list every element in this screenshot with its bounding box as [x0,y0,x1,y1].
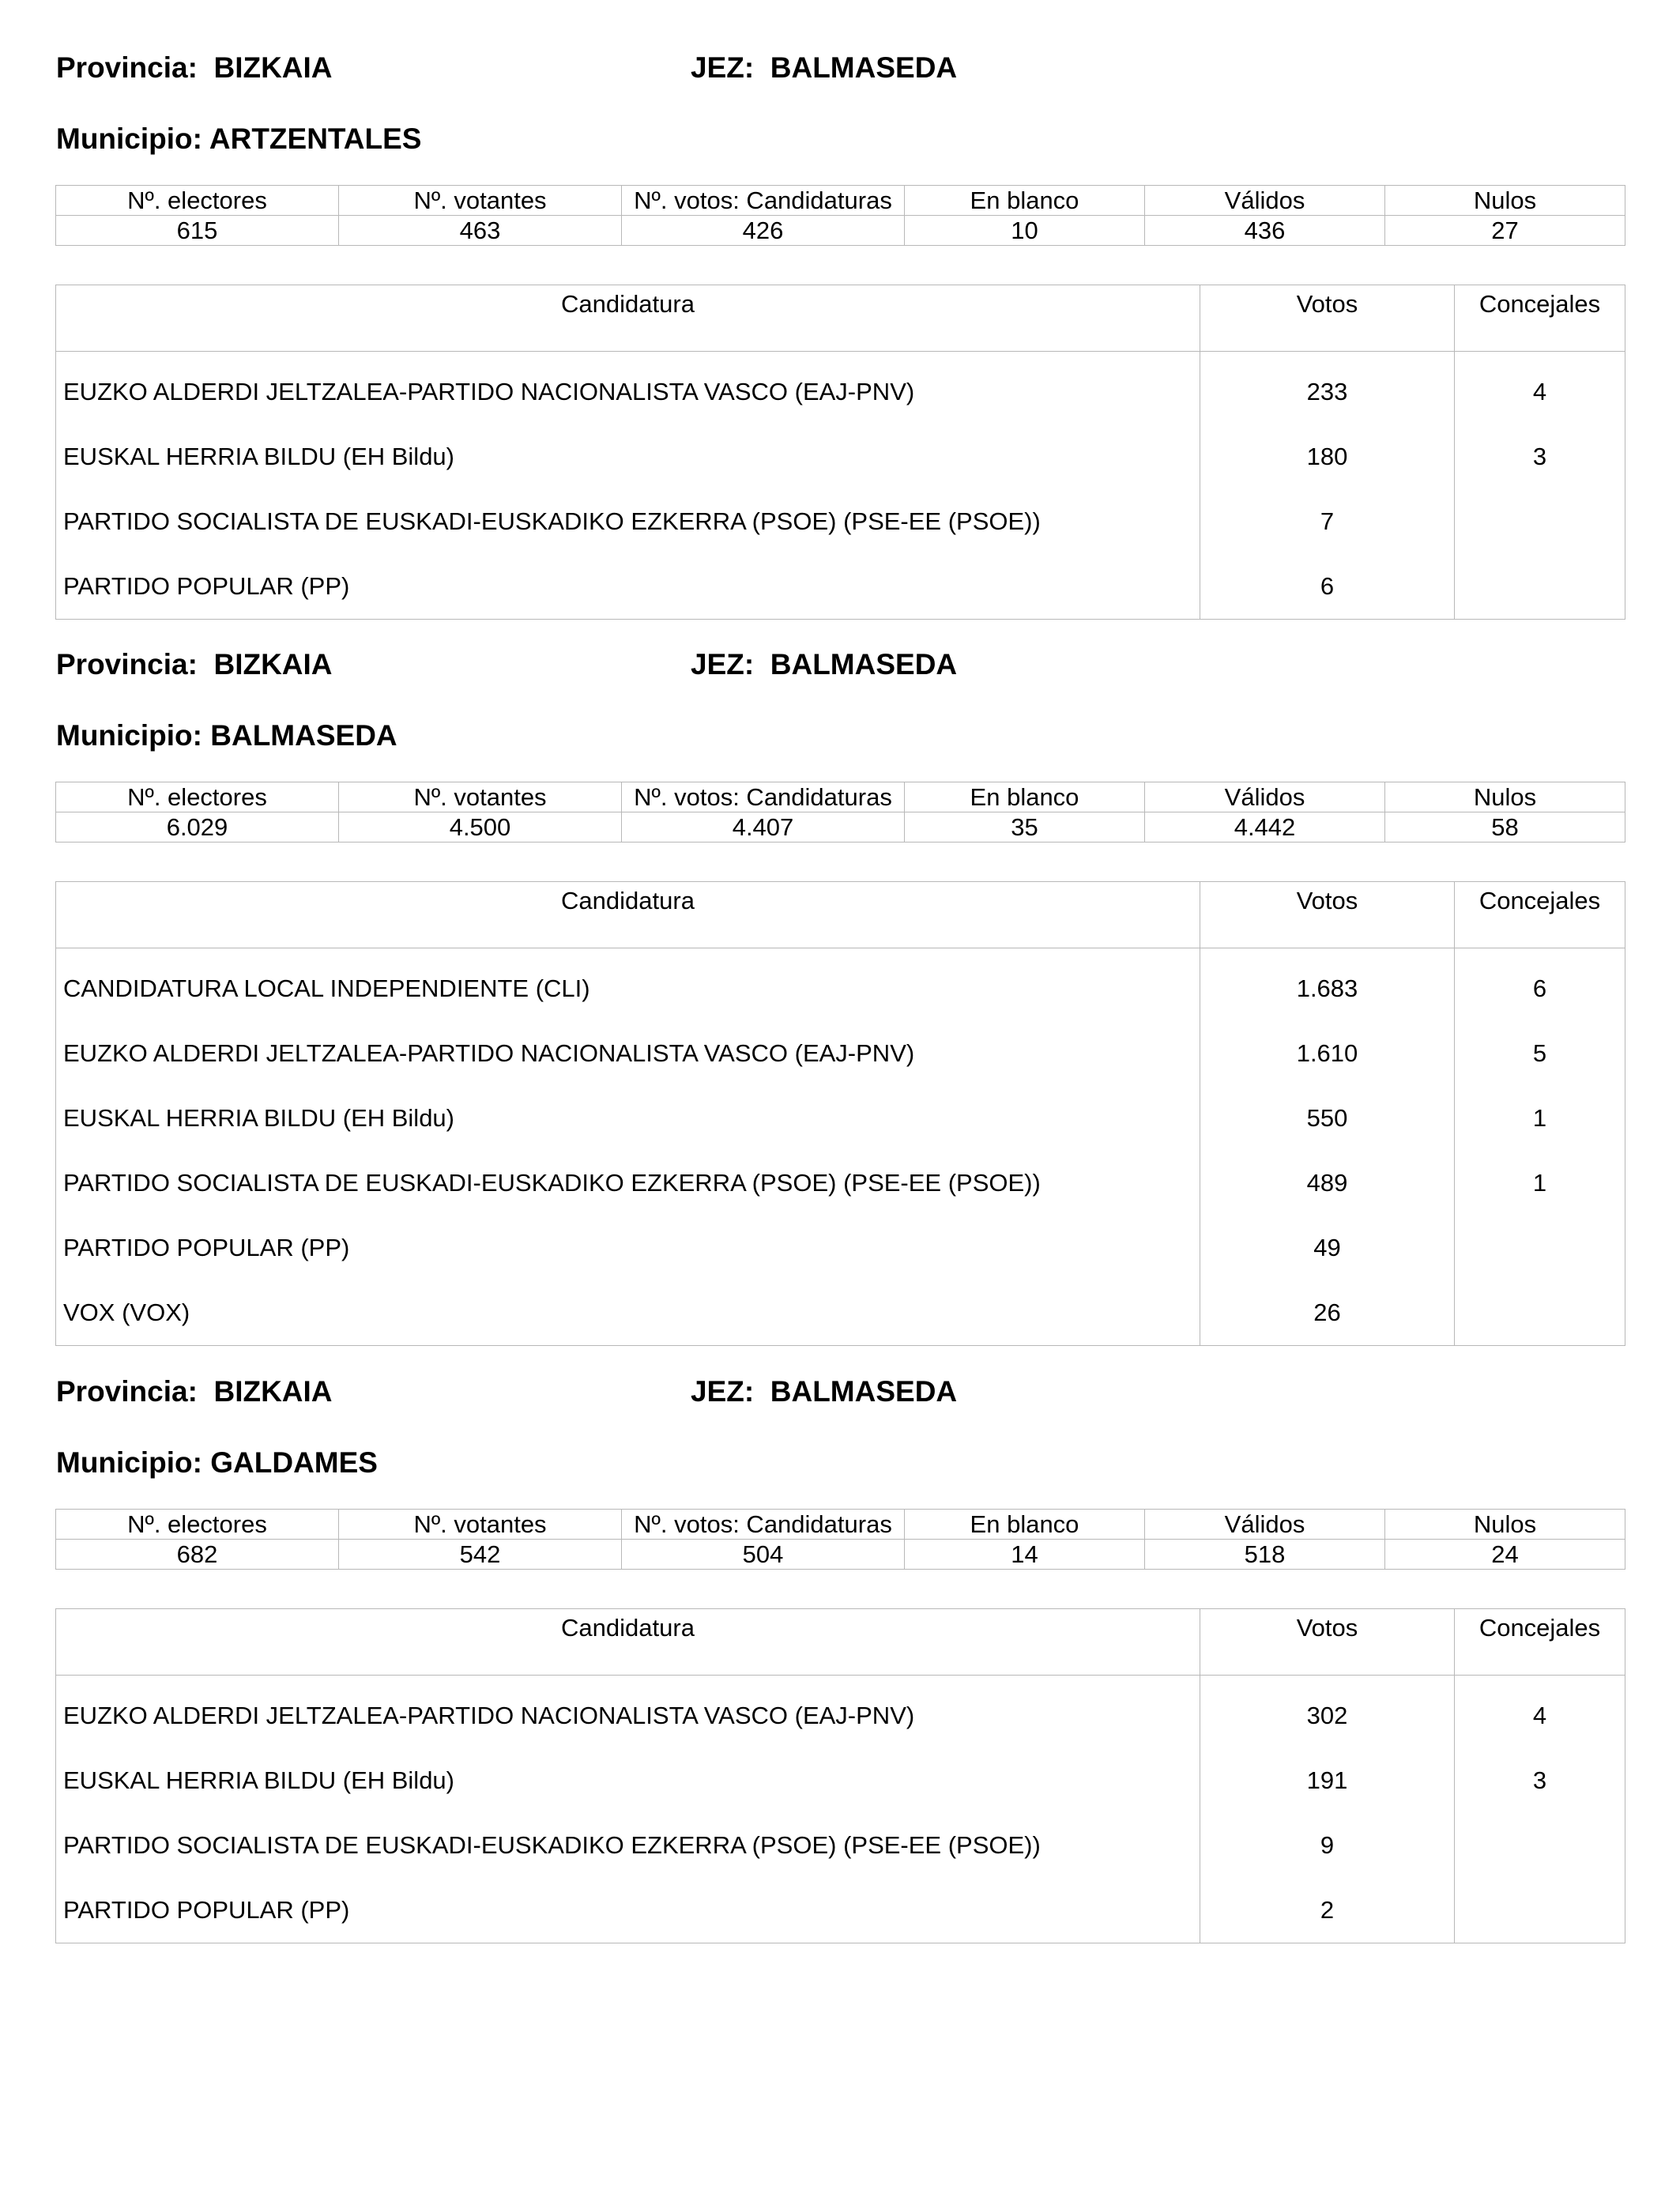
table-row [56,489,1625,554]
provincia-heading [56,1375,333,1408]
col-votos: Votos [1200,882,1455,948]
table-row [56,1151,1625,1216]
stats-table [55,782,1625,843]
stats-votos-candidaturas: 504 [622,1540,905,1570]
stats-header-nulos: Nulos [1385,186,1625,216]
candidatura-concejales: 3 [1455,424,1625,489]
stats-electores: 615 [56,216,339,246]
stats-value-row [56,216,1625,246]
candidatura-name: PARTIDO POPULAR (PP) [56,554,1200,620]
stats-nulos: 24 [1385,1540,1625,1570]
table-row [56,1878,1625,1943]
candidatura-name: PARTIDO POPULAR (PP) [56,1216,1200,1280]
municipio-heading [56,719,397,752]
candidatura-votos: 1.683 [1200,956,1455,1021]
stats-validos: 436 [1145,216,1385,246]
table-row [56,1216,1625,1280]
col-votos: Votos [1200,1609,1455,1676]
jez-value: BALMASEDA [770,51,958,84]
jez-label: JEZ: [691,648,755,680]
candidaturas-table [55,881,1625,1346]
stats-validos: 4.442 [1145,812,1385,843]
candidatura-name: EUSKAL HERRIA BILDU (EH Bildu) [56,1748,1200,1813]
municipio-heading [56,1446,378,1480]
municipio-label: Municipio: [56,123,202,155]
municipio-label: Municipio: [56,719,202,752]
candidatura-concejales: 4 [1455,360,1625,424]
candidatura-concejales [1455,554,1625,620]
candidaturas-table [55,1608,1625,1943]
jez-heading [691,1375,957,1408]
table-row [56,554,1625,620]
candidatura-votos: 302 [1200,1683,1455,1748]
table-row [56,1748,1625,1813]
stats-table [55,1509,1625,1570]
table-row [56,956,1625,1021]
candidaturas-table [55,285,1625,620]
stats-header-votantes: Nº. votantes [339,186,622,216]
candidatura-votos: 1.610 [1200,1021,1455,1086]
candidatura-name: PARTIDO SOCIALISTA DE EUSKADI-EUSKADIKO EZKERRA (PSOE) (PSE-EE (PSOE)) [56,1813,1200,1878]
stats-votos-candidaturas: 426 [622,216,905,246]
stats-header-validos: Válidos [1145,1510,1385,1540]
municipio-value: ARTZENTALES [209,123,422,155]
stats-table [55,185,1625,246]
table-row [56,1683,1625,1748]
candidatura-votos: 49 [1200,1216,1455,1280]
stats-header-row [56,186,1625,216]
candidatura-concejales: 6 [1455,956,1625,1021]
table-row [56,1086,1625,1151]
jez-value: BALMASEDA [770,648,958,680]
stats-header-validos: Válidos [1145,782,1385,812]
candidatura-concejales: 4 [1455,1683,1625,1748]
candidatura-votos: 550 [1200,1086,1455,1151]
candidatura-concejales [1455,1878,1625,1943]
stats-header-electores: Nº. electores [56,186,339,216]
stats-nulos: 27 [1385,216,1625,246]
col-concejales: Concejales [1455,1609,1625,1676]
jez-heading [691,648,957,681]
candidatura-votos: 180 [1200,424,1455,489]
candidatura-name: PARTIDO SOCIALISTA DE EUSKADI-EUSKADIKO EZKERRA (PSOE) (PSE-EE (PSOE)) [56,489,1200,554]
candidatura-name: PARTIDO POPULAR (PP) [56,1878,1200,1943]
candidatura-concejales [1455,1813,1625,1878]
stats-header-nulos: Nulos [1385,782,1625,812]
jez-heading [691,51,957,85]
candidatura-name: CANDIDATURA LOCAL INDEPENDIENTE (CLI) [56,956,1200,1021]
candidatura-concejales: 3 [1455,1748,1625,1813]
stats-header-nulos: Nulos [1385,1510,1625,1540]
candidatura-votos: 7 [1200,489,1455,554]
jez-label: JEZ: [691,1375,755,1408]
stats-votantes: 542 [339,1540,622,1570]
municipio-heading [56,123,421,156]
stats-header-validos: Válidos [1145,186,1385,216]
candidatura-concejales [1455,1280,1625,1346]
stats-value-row [56,812,1625,843]
candidaturas-header-row [56,882,1625,948]
col-concejales: Concejales [1455,285,1625,352]
stats-header-votantes: Nº. votantes [339,1510,622,1540]
municipio-value: GALDAMES [210,1446,378,1479]
stats-header-en-blanco: En blanco [905,186,1145,216]
col-candidatura: Candidatura [56,285,1200,352]
stats-header-electores: Nº. electores [56,1510,339,1540]
col-concejales: Concejales [1455,882,1625,948]
table-row [56,360,1625,424]
col-candidatura: Candidatura [56,1609,1200,1676]
provincia-heading [56,648,333,681]
stats-electores: 6.029 [56,812,339,843]
stats-header-row [56,782,1625,812]
stats-header-electores: Nº. electores [56,782,339,812]
candidatura-votos: 233 [1200,360,1455,424]
stats-header-votantes: Nº. votantes [339,782,622,812]
candidatura-concejales: 1 [1455,1086,1625,1151]
stats-en-blanco: 14 [905,1540,1145,1570]
candidatura-concejales: 5 [1455,1021,1625,1086]
stats-votos-candidaturas: 4.407 [622,812,905,843]
jez-value: BALMASEDA [770,1375,958,1408]
stats-votantes: 463 [339,216,622,246]
col-votos: Votos [1200,285,1455,352]
candidatura-concejales [1455,489,1625,554]
col-candidatura: Candidatura [56,882,1200,948]
stats-header-votos-candidaturas: Nº. votos: Candidaturas [622,1510,905,1540]
candidaturas-header-row [56,285,1625,352]
municipio-value: BALMASEDA [210,719,397,752]
candidatura-name: EUZKO ALDERDI JELTZALEA-PARTIDO NACIONALISTA VASCO (EAJ-PNV) [56,360,1200,424]
candidatura-name: VOX (VOX) [56,1280,1200,1346]
candidaturas-header-row [56,1609,1625,1676]
municipio-label: Municipio: [56,1446,202,1479]
candidatura-name: EUZKO ALDERDI JELTZALEA-PARTIDO NACIONALISTA VASCO (EAJ-PNV) [56,1683,1200,1748]
candidatura-name: PARTIDO SOCIALISTA DE EUSKADI-EUSKADIKO EZKERRA (PSOE) (PSE-EE (PSOE)) [56,1151,1200,1216]
provincia-value: BIZKAIA [213,51,333,84]
candidatura-concejales: 1 [1455,1151,1625,1216]
candidatura-name: EUSKAL HERRIA BILDU (EH Bildu) [56,424,1200,489]
stats-header-votos-candidaturas: Nº. votos: Candidaturas [622,186,905,216]
stats-en-blanco: 10 [905,216,1145,246]
stats-header-en-blanco: En blanco [905,782,1145,812]
provincia-value: BIZKAIA [213,1375,333,1408]
stats-header-en-blanco: En blanco [905,1510,1145,1540]
stats-electores: 682 [56,1540,339,1570]
candidatura-votos: 489 [1200,1151,1455,1216]
table-row [56,1021,1625,1086]
provincia-label: Provincia: [56,648,198,680]
stats-nulos: 58 [1385,812,1625,843]
candidatura-concejales [1455,1216,1625,1280]
stats-value-row [56,1540,1625,1570]
provincia-value: BIZKAIA [213,648,333,680]
stats-validos: 518 [1145,1540,1385,1570]
provincia-heading [56,51,333,85]
candidatura-name: EUSKAL HERRIA BILDU (EH Bildu) [56,1086,1200,1151]
provincia-label: Provincia: [56,51,198,84]
candidatura-votos: 6 [1200,554,1455,620]
stats-en-blanco: 35 [905,812,1145,843]
candidatura-votos: 2 [1200,1878,1455,1943]
candidatura-name: EUZKO ALDERDI JELTZALEA-PARTIDO NACIONALISTA VASCO (EAJ-PNV) [56,1021,1200,1086]
table-row [56,424,1625,489]
candidatura-votos: 9 [1200,1813,1455,1878]
candidatura-votos: 191 [1200,1748,1455,1813]
jez-label: JEZ: [691,51,755,84]
stats-header-votos-candidaturas: Nº. votos: Candidaturas [622,782,905,812]
candidatura-votos: 26 [1200,1280,1455,1346]
stats-header-row [56,1510,1625,1540]
table-row [56,1280,1625,1346]
provincia-label: Provincia: [56,1375,198,1408]
stats-votantes: 4.500 [339,812,622,843]
table-row [56,1813,1625,1878]
